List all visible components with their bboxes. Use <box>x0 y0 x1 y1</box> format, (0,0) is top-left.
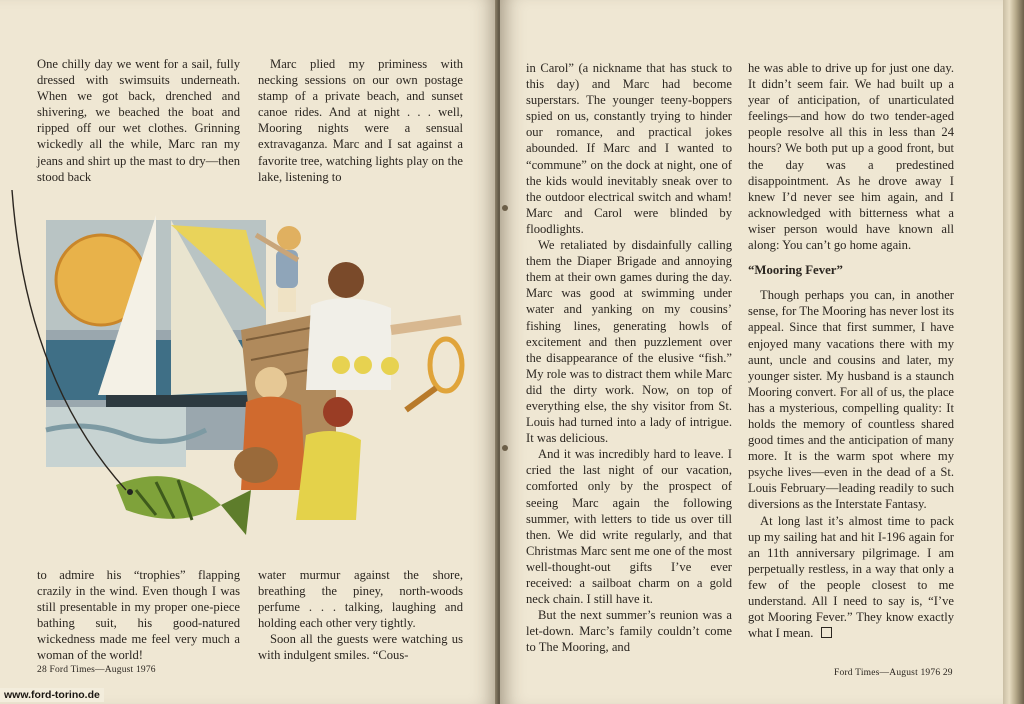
paragraph: But the next summer’s reunion was a let-down. Marc’s family couldn’t come to The Mooring, and <box>526 608 732 655</box>
paragraph: One chilly day we went for a sail, fully dressed with swimsuits underneath. When we got back, drenched and shivering, we beached the boat and ripped off our wet clothes. Grinning wickedly all the while, Marc ran my jeans and shirt up the mast to dry—then stood back <box>37 57 240 184</box>
left-column-1-top <box>37 56 240 185</box>
staple-mark <box>502 205 508 211</box>
paragraph: he was able to drive up for just one day. It didn’t seem fair. We had built up a year of anticipation, of unarticulated feelings—and how do two tender-aged people resolve all this in less than 24 hours? We both put up a good front, but the day was a predestined disappointment. As he drove away I knew I’d never see him again, and I acknowledged with bitterness what a wiser person would have known all along: You can’t go home again. <box>748 61 954 253</box>
paragraph: And it was incredibly hard to leave. I cried the last night of our vacation, comforted only by the prospect of seeing Marc again the following summer, with letters to tide us over till then. We did write regularly, and that Christmas Marc sent me one of the most well-thought-out gifts I’ve ever received: a sailboat charm on a gold neck chain. I still have it. <box>526 447 732 607</box>
right-folio: Ford Times—August 1976 29 <box>834 668 953 678</box>
paragraph: Soon all the guests were watching us with indulgent smiles. “Cous- <box>258 632 463 663</box>
left-column-1-bottom <box>37 567 240 664</box>
section-subhead: “Mooring Fever” <box>748 263 843 278</box>
illustration-lake-scene <box>6 190 488 558</box>
paragraph: Though perhaps you can, in another sense, for The Mooring has never lost its appeal. Since that first summer, I have enjoyed many vacations there with my aunt, uncle and cousins and later, my younger sister. My husband is a staunch Mooring convert. For all of us, the place has a mysterious, compelling quality: It holds the memory of countless shared good times and the anticipation of many more. It is the warm spot where my psyche lives—even in the dead of a St. Louis February—leading readily to such diversions as the Interstate Fantasy. <box>748 288 954 512</box>
page-edge <box>1003 0 1024 704</box>
right-column-2 <box>748 60 954 641</box>
paragraph: We retaliated by disdainfully calling them the Diaper Brigade and annoying them at their own games during the day. Marc was good at swimming under water and yanking on my cousins’ fishing lines, generating howls of excitement and then puzzlement over the disappearance of the elusive “fish.” My role was to distract them while Marc did the dirty work. Now, on top of everything else, the shy visitor from St. Louis had turned into a lady of intrigue. It was delicious. <box>526 238 732 446</box>
left-column-2-bottom <box>258 567 463 664</box>
left-page <box>0 0 497 704</box>
paragraph: water murmur against the shore, breathing the piney, north-woods perfume . . . talking, laughing and holding each other very tightly. <box>258 568 463 631</box>
left-folio: 28 Ford Times—August 1976 <box>37 665 156 675</box>
staple-mark <box>502 445 508 451</box>
paragraph: in Carol” (a nickname that has stuck to this day) and Marc had become superstars. The younger teeny-boppers spied on us, constantly trying to hinder our romance, and practical jokes abounded. If Marc and I wanted to “commune” on the dock at night, one of the kids would inevitably sneak over to the outdoor electrical switch and wham! Marc and Carol were blinded by floodlights. <box>526 61 732 236</box>
end-mark-icon <box>821 627 832 638</box>
paragraph: Marc plied my priminess with necking sessions on our own postage stamp of a private beach, and sunset canoe rides. And at night . . . well, Mooring nights were a sensual extravaganza. Marc and I sat against a favorite tree, watching lights play on the lake, listening to <box>258 57 463 184</box>
right-column-1 <box>526 60 732 655</box>
paragraph: to admire his “trophies” flapping crazily in the wind. Even though I was still presentable in my proper one-piece bathing suit, his good-natured wickedness made me feel very much a woman of the world! <box>37 568 240 663</box>
paragraph: At long last it’s almost time to pack up my sailing hat and hit I-196 again for an 11th anniversary pilgrimage. I am perpetually restless, in a way that only a few of the people closest to me understand. All I need to say is, “I’ve got Mooring Fever.” They know exactly what I mean. <box>748 513 954 641</box>
left-column-2-top <box>258 56 463 185</box>
watermark: www.ford-torino.de <box>0 688 104 702</box>
right-page <box>500 0 1003 704</box>
